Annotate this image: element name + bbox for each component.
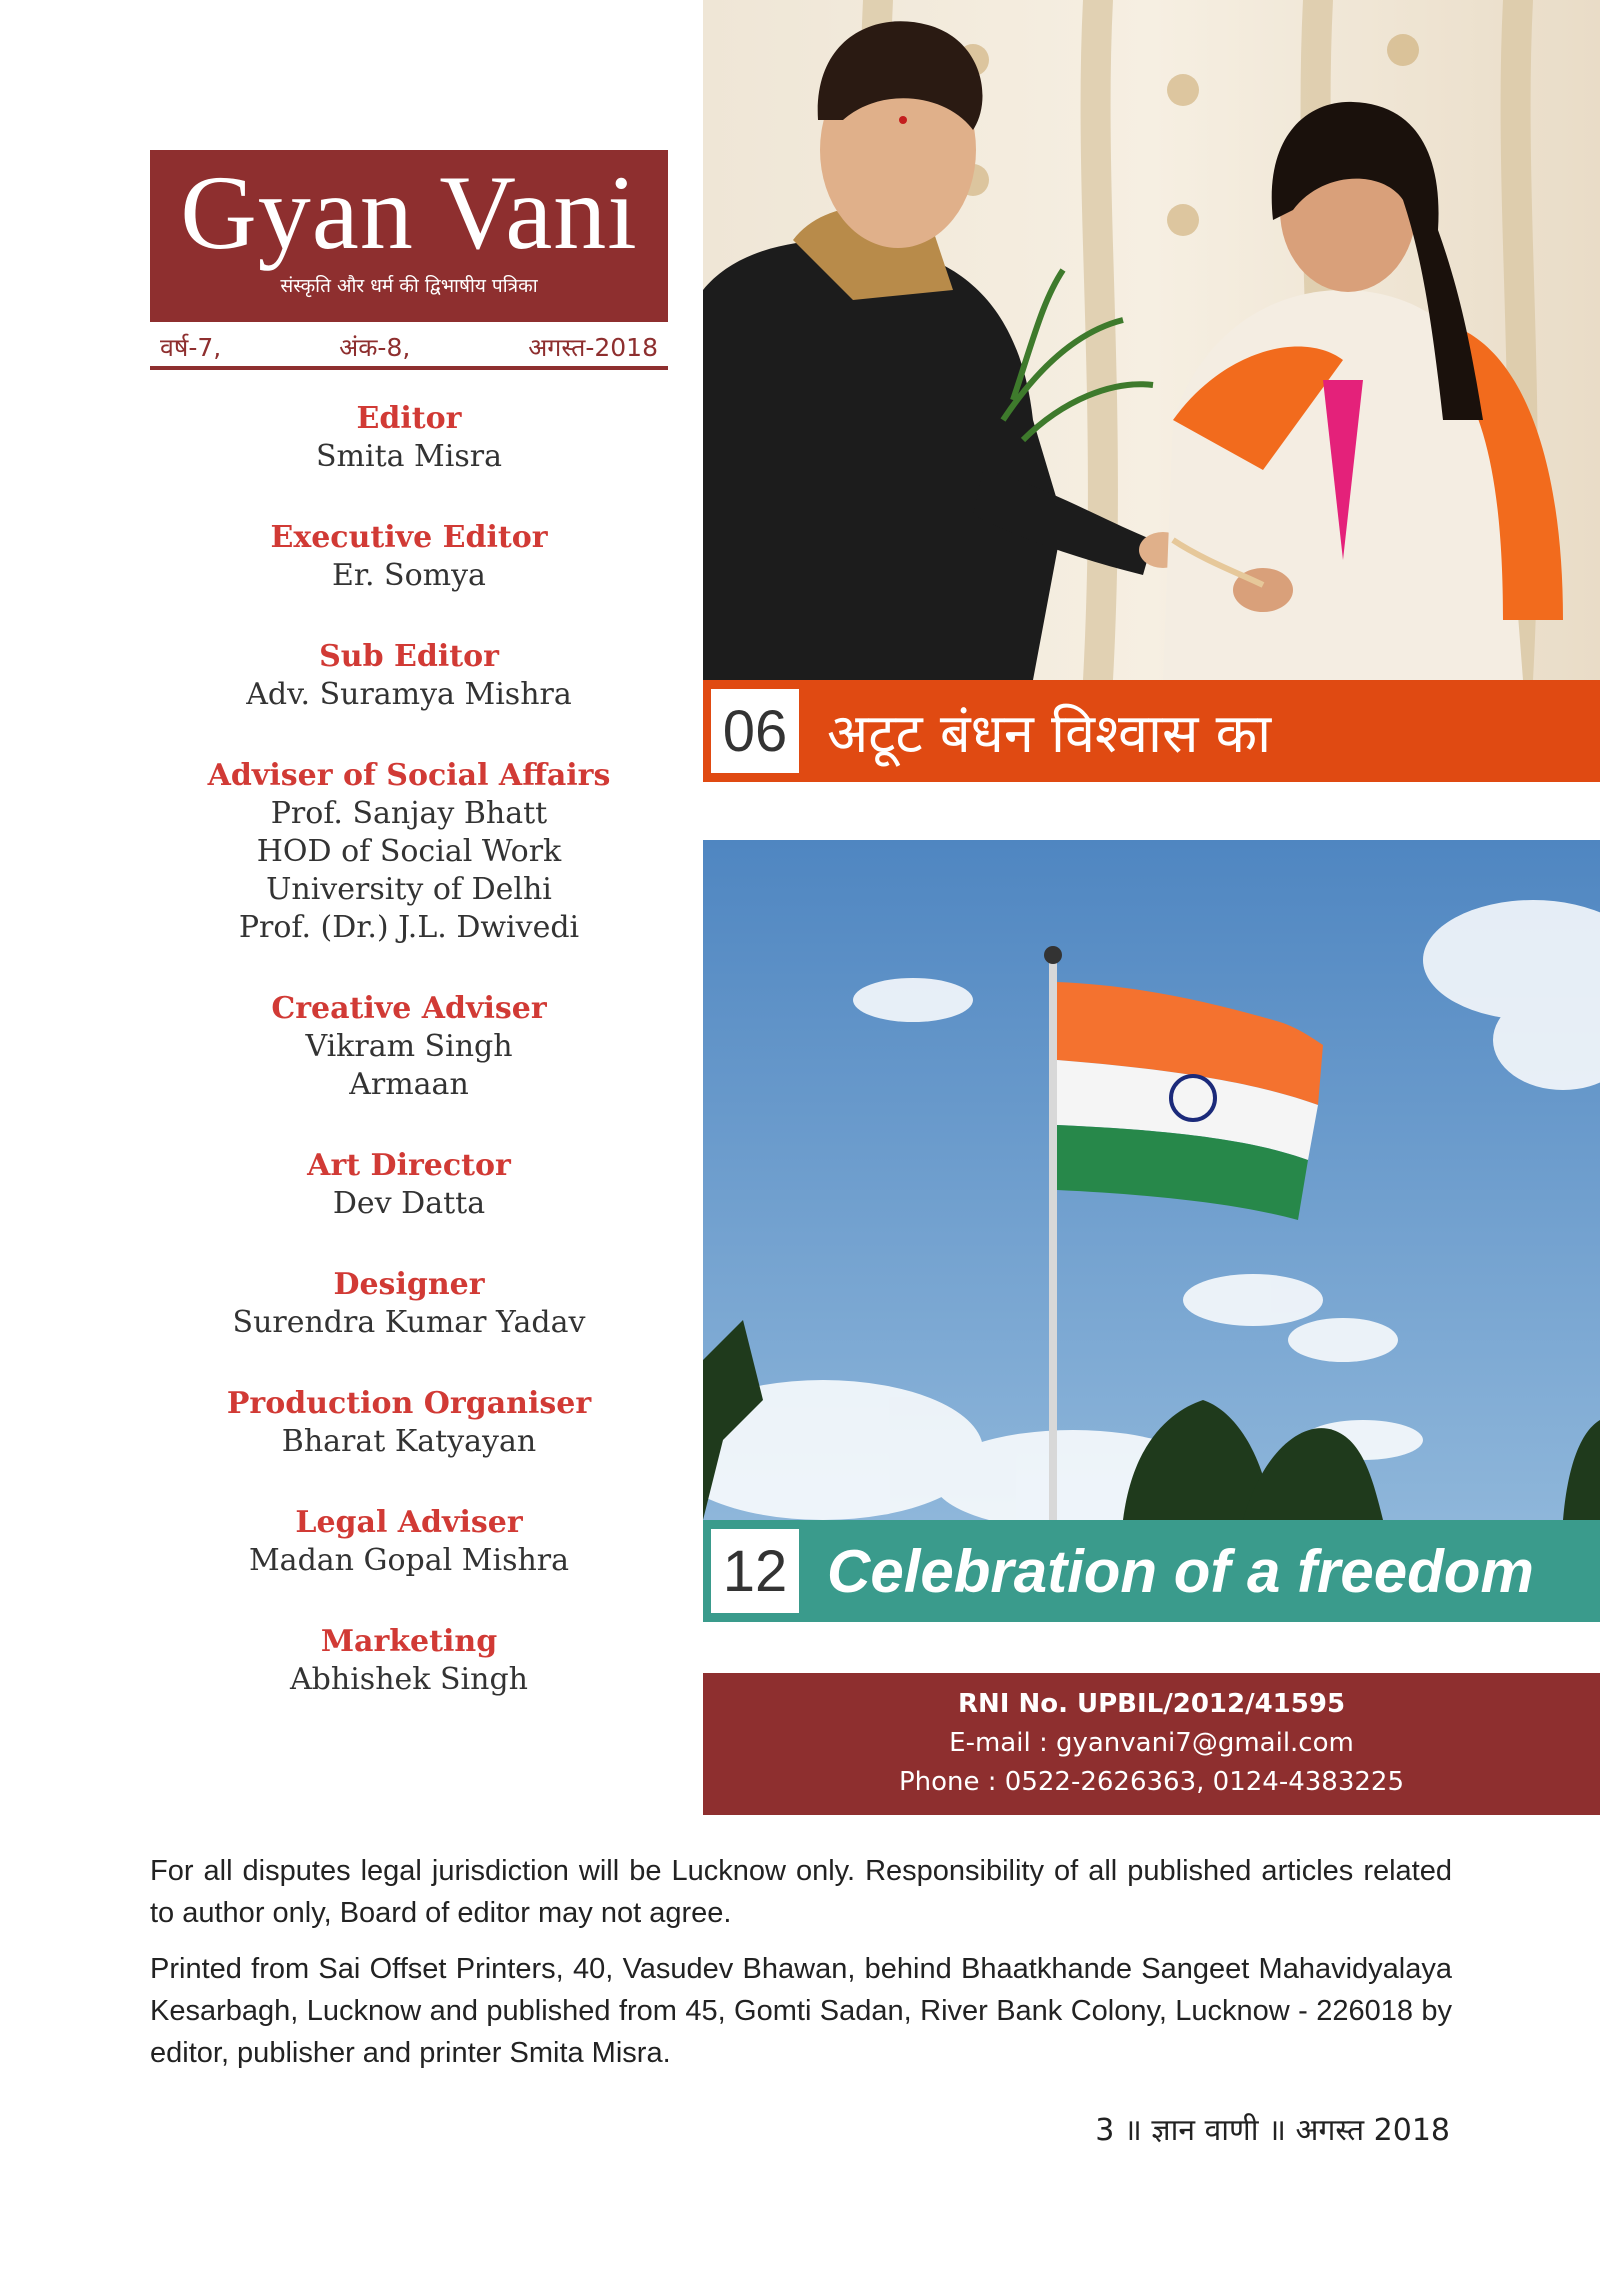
contact-email[interactable]: E-mail : gyanvani7@gmail.com: [949, 1728, 1354, 1758]
credit-name: Prof. (Dr.) J.L. Dwivedi: [238, 910, 580, 945]
issue-date: अगस्त-2018: [528, 332, 658, 362]
credit-title: Editor: [356, 401, 462, 436]
credit-executive-editor: [150, 519, 668, 595]
credit-editor: [150, 400, 668, 476]
feature-title: अटूट बंधन विश्वास का: [827, 702, 1272, 765]
credit-legal-adviser: [150, 1504, 668, 1580]
credit-name: Vikram Singh: [305, 1029, 513, 1064]
credit-designer: [150, 1266, 668, 1342]
credit-name: Madan Gopal Mishra: [248, 1543, 570, 1578]
credit-marketing: [150, 1623, 668, 1699]
credit-title: Sub Editor: [319, 639, 499, 674]
credit-name: Surendra Kumar Yadav: [232, 1305, 586, 1340]
credit-name: HOD of Social Work: [256, 834, 562, 869]
rni-number: RNI No. UPBIL/2012/41595: [957, 1689, 1346, 1719]
credit-name: Smita Misra: [315, 439, 502, 474]
credit-social-adviser: [150, 757, 668, 947]
magazine-title: Gyan Vani: [180, 154, 638, 271]
feature-page-number: 12: [711, 1529, 799, 1613]
credit-title: Legal Adviser: [295, 1505, 523, 1540]
credit-name: Adv. Suramya Mishra: [246, 677, 572, 712]
credit-title: Adviser of Social Affairs: [207, 758, 611, 793]
credit-name: Armaan: [349, 1067, 469, 1102]
credit-name: University of Delhi: [266, 872, 552, 907]
credit-title: Production Organiser: [226, 1386, 592, 1421]
printer-info-text: Printed from Sai Offset Printers, 40, Vasudev Bhawan, behind Bhaatkhande Sangeet Mahavidyalaya Kesarbagh, Lucknow and published from 45, Gomti Sadan, River Bank Colony, Lucknow - 226018 by editor, publisher and printer Smita Misra.: [150, 1953, 1452, 2069]
credit-sub-editor: [150, 638, 668, 714]
credit-title: Marketing: [320, 1624, 498, 1659]
masthead: [150, 150, 668, 322]
credit-name: Abhishek Singh: [290, 1662, 528, 1697]
credit-title: Executive Editor: [270, 520, 548, 555]
credit-title: Creative Adviser: [271, 991, 547, 1026]
issue-number: अंक-8,: [339, 332, 411, 362]
indian-flag-photo: [703, 840, 1600, 1520]
credit-creative-adviser: [150, 990, 668, 1104]
issue-year: वर्ष-7,: [160, 332, 222, 362]
credit-art-director: [150, 1147, 668, 1223]
feature-banner-06[interactable]: [703, 680, 1600, 782]
credit-production-organiser: [150, 1385, 668, 1461]
credit-name: Prof. Sanjay Bhatt: [270, 796, 548, 831]
magazine-subtitle: संस्कृति और धर्म की द्विभाषीय पत्रिका: [280, 275, 538, 297]
contact-box: [703, 1673, 1600, 1815]
credit-title: Designer: [333, 1267, 485, 1302]
credit-name: Bharat Katyayan: [281, 1424, 537, 1459]
credits-list: [150, 400, 668, 1742]
contact-phone: Phone : 0522-2626363, 0124-4383225: [898, 1767, 1405, 1797]
disclaimer-text: For all disputes legal jurisdiction will be Lucknow only. Responsibility of all published articles related to author only, Board of editor may not agree.: [150, 1855, 1452, 1929]
rakhi-couple-photo: [703, 0, 1600, 680]
feature-page-number: 06: [711, 689, 799, 773]
feature-banner-12[interactable]: [703, 1520, 1600, 1622]
credit-title: Art Director: [307, 1148, 511, 1183]
feature-title: Celebration of a freedom: [827, 1537, 1534, 1605]
credit-name: Er. Somya: [332, 558, 486, 593]
credit-name: Dev Datta: [332, 1186, 486, 1221]
page-footer: 3 ॥ ज्ञान वाणी ॥ अगस्त 2018: [1095, 2113, 1450, 2148]
issue-line: [150, 327, 668, 370]
